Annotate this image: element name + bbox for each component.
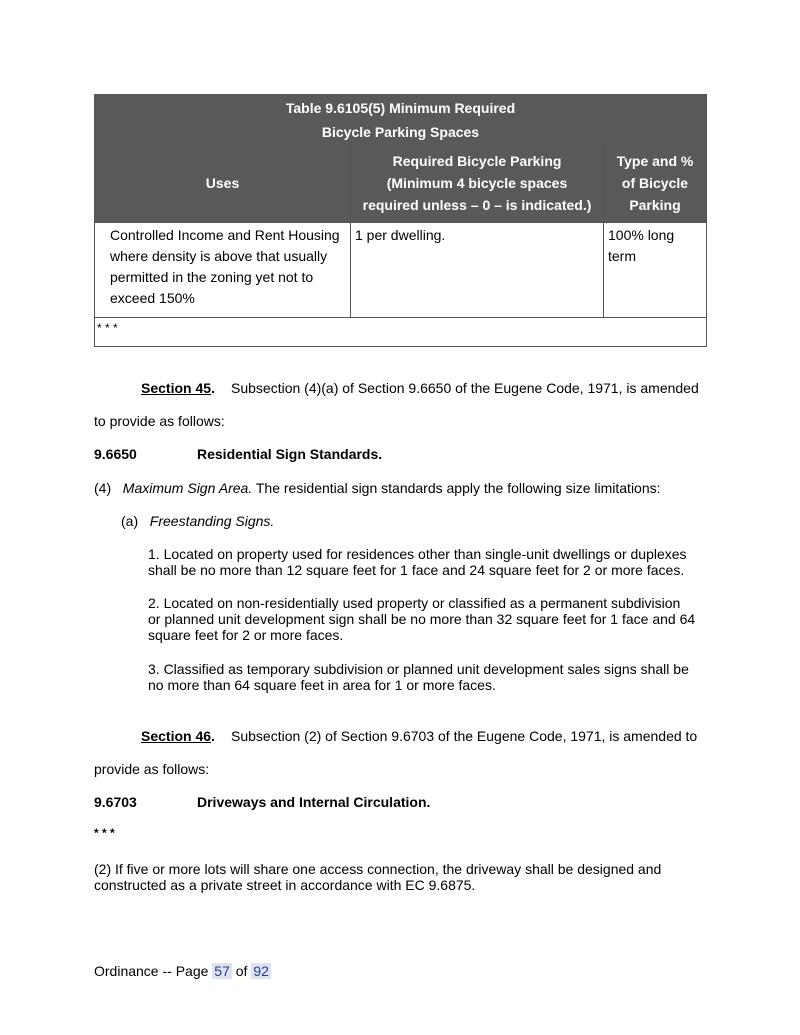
section-45-intro: Section 45. [141,380,215,396]
section-46-text-line1: Subsection (2) of Section 9.6703 of the Eugene Code, 1971, is amended to [231,728,698,744]
section-9-6703-number: 9.6703 [94,794,137,810]
subsection-2: (2) If five or more lots will share one access connection, the driveway shall be designed and constructed as a private street in accordance with EC 9.6875. [94,861,662,893]
subsection-4-title: Maximum Sign Area. [122,480,253,496]
footer-prefix: Ordinance -- Page [94,963,209,979]
subsection-4 [94,480,661,496]
column-header-type: Type and % of Bicycle Parking [604,144,707,223]
section-9-6650-title: Residential Sign Standards. [197,446,383,462]
section-46-label: Section 46 [141,728,212,744]
section-46-text-line2: provide as follows: [94,761,210,777]
section-45-text-line2: to provide as follows: [94,413,225,429]
cell-type: 100% long term [604,223,707,318]
footer-of: of [235,963,248,979]
subsection-4-number: (4) [94,480,112,496]
footer-total-pages: 92 [253,963,269,979]
cell-use: Controlled Income and Rent Housing where density is above that usually permitted in the zoning yet not to exceed 150% [95,223,351,318]
footer-page-number: 57 [214,963,230,979]
table-footer-stars: * * * [95,318,707,347]
omission-stars: * * * [94,826,115,840]
table-row [95,223,707,318]
table-title-line1: Table 9.6105(5) Minimum Required [285,100,516,116]
cell-required: 1 per dwelling. [351,223,604,318]
table-title [95,95,707,145]
list-item-3: 3. Classified as temporary subdivision or planned unit development sales signs shall be no more than 64 square feet in area for 1 or more faces. [148,661,689,693]
section-45-label: Section 45 [141,380,212,396]
page-footer [94,963,271,979]
subsection-4-text: The residential sign standards apply the following size limitations: [255,480,661,496]
section-46-intro: Section 46. [141,728,215,744]
column-header-required: Required Bicycle Parking (Minimum 4 bicycle spaces required unless – 0 – is indicated.) [351,144,604,223]
bicycle-parking-table [94,94,707,347]
list-item-1: 1. Located on property used for residences other than single-unit dwellings or duplexes shall be no more than 12 square feet for 1 face and 24 square feet for 2 or more faces. [148,546,687,578]
section-9-6703-title: Driveways and Internal Circulation. [197,794,431,810]
subsection-a [121,513,274,529]
subsection-a-title: Freestanding Signs. [149,513,275,529]
table-title-line2: Bicycle Parking Spaces [321,124,480,140]
subsection-a-number: (a) [121,513,139,529]
list-item-2: 2. Located on non-residentially used property or classified as a permanent subdivision or planned unit development sign shall be no more than 32 square feet for 1 face and 64 square feet for 2 or more faces. [148,595,696,643]
section-9-6650-number: 9.6650 [94,446,137,462]
section-45-text-line1: Subsection (4)(a) of Section 9.6650 of the Eugene Code, 1971, is amended [231,380,699,396]
column-header-uses: Uses [95,144,351,223]
